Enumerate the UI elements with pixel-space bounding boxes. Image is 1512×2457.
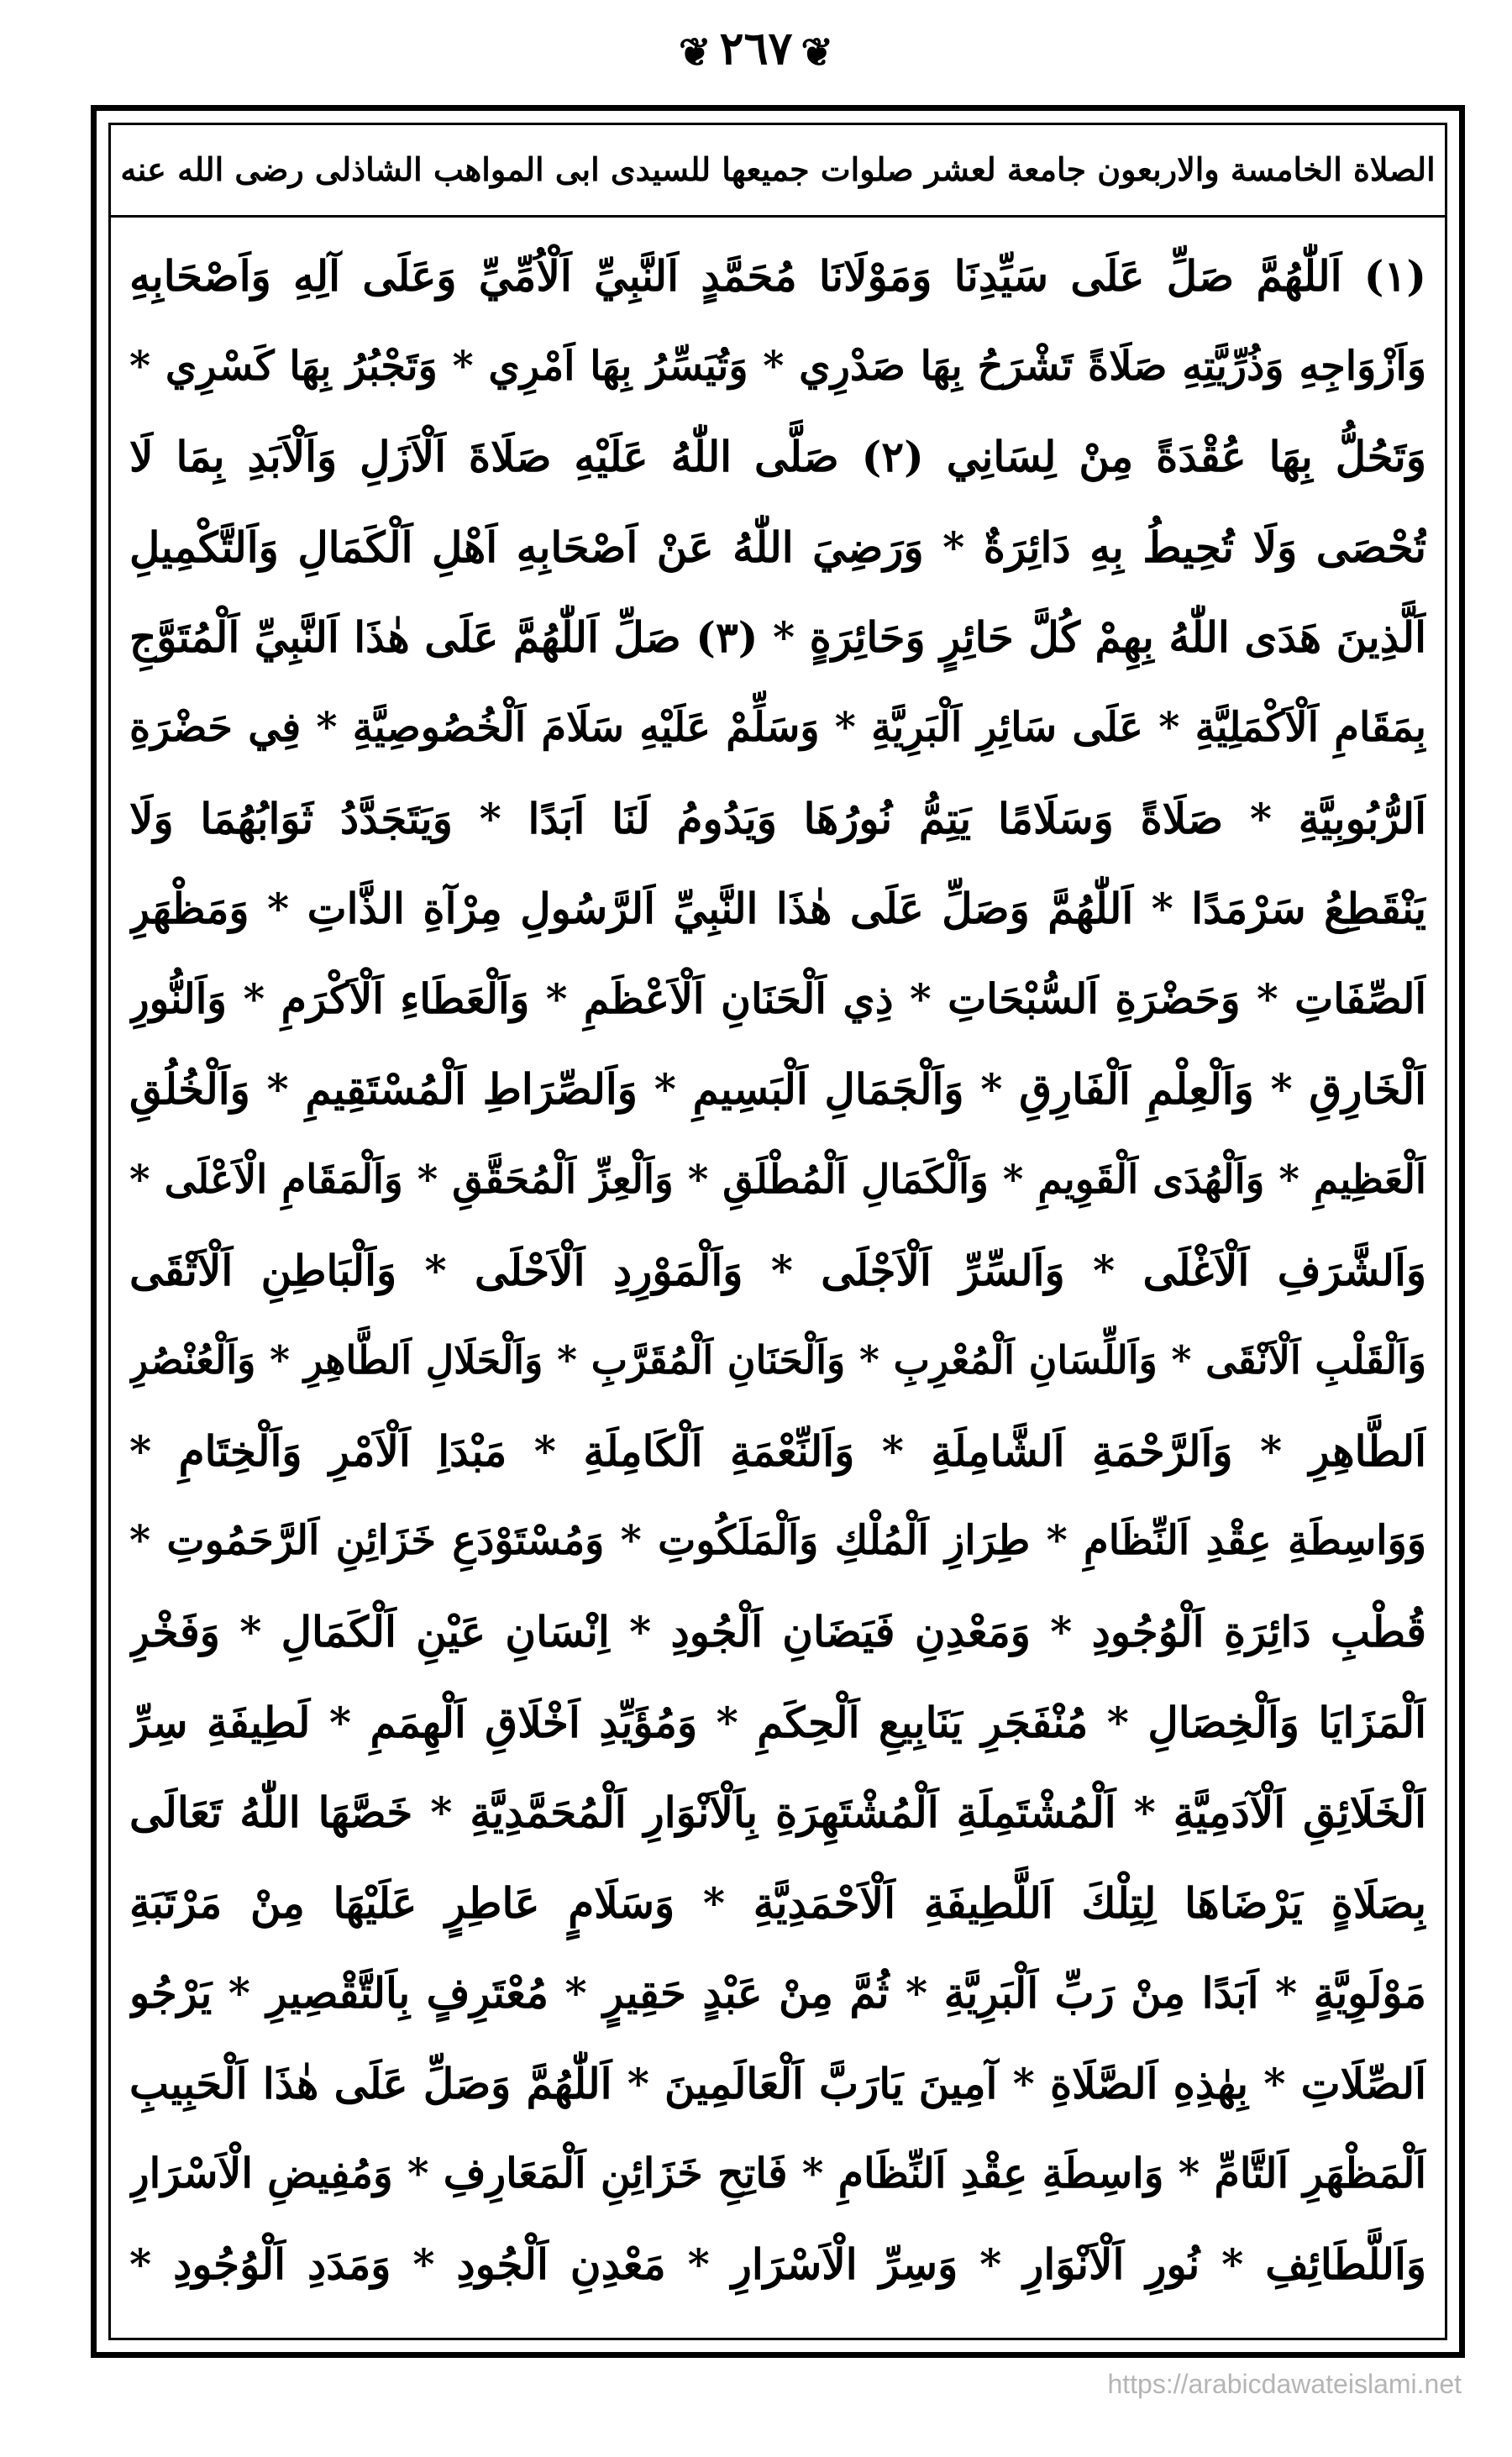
text-line: بِصَلَاةٍ يَرْضَاهَا لِتِلْكَ اَللَّطِيفَةِ اَلْاَحْمَدِيَّةِ * وَسَلَامٍ عَاطِرٍ عَلَيْهَا مِنْ مَرْتَبَةِ (129, 1877, 1426, 1928)
text-line: وَاَزْوَاجِهِ وَذُرِّيَّتِهِ صَلَاةً تَشْرَحُ بِهَا صَدْرِي * وَتُيَسِّرُ بِهَا اَمْرِي * وَتَجْبُرُ بِهَا كَسْرِي * (129, 342, 1426, 390)
text-line: وَوَاسِطَةِ عِقْدِ اَلنِّظَامِ * طِرَازِ اَلْمُلْكِ وَاَلْمَلَكُوتِ * وَمُسْتَوْدَعِ خَزَائِنِ اَلرَّحَمُوتِ * (129, 1517, 1426, 1565)
text-line: قُطْبِ دَائِرَةِ اَلْوُجُودِ * وَمَعْدِنِ فَيَضَانِ اَلْجُودِ * اِنْسَانِ عَيْنِ اَلْكَمَالِ * وَفَخْرِ (129, 1606, 1426, 1656)
page-number (0, 18, 1512, 81)
text-line: وَتَحُلُّ بِهَا عُقْدَةً مِنْ لِسَانِي (٢) صَلَّى اللّٰهُ عَلَيْهِ صَلَاةَ اَلْاَزَلِ وَاَلْاَبَدِ بِمَا لَا (129, 432, 1426, 482)
text-line: اَلصِّلَاتِ * بِهٰذِهِ اَلصَّلَاةِ * آمِينَ يَارَبَّ اَلْعَالَمِينَ * اَللّٰهُمَّ وَصَلِّ عَلَى هٰذَا اَلْحَبِيبِ (129, 2058, 1426, 2108)
text-line: مَوْلَوِيَّةٍ * اَبَدًا مِنْ رَبِّ اَلْبَرِيَّةِ * ثُمَّ مِنْ عَبْدٍ حَقِيرٍ * مُعْتَرِفٍ بِاَلتَّقْصِيرِ * يَرْجُو (129, 1968, 1426, 2019)
page-frame (91, 105, 1465, 2358)
text-line: اَلْمَزَايَا وَاَلْخِصَالِ * مُنْفَجَرِ يَنَابِيعِ اَلْحِكَمِ * وَمُؤَيِّدِ اَخْلَاقِ اَلْهِمَمِ * لَطِيفَةِ سِرِّ (129, 1697, 1426, 1747)
text-line: اَلْخَلَائِقِ اَلْآدَمِيَّةِ * اَلْمُشْتَمِلَةِ اَلْمُشْتَهِرَةِ بِاَلْاَنْوَارِ اَلْمُحَمَّدِيَّةِ * خَصَّهَا اللّٰهُ تَعَالَى (129, 1788, 1426, 1838)
text-line: يَنْقَطِعُ سَرْمَدًا * اَللّٰهُمَّ وَصَلِّ عَلَى هٰذَا النَّبِيِّ اَلرَّسُولِ مِرْآةِ الذَّاتِ * وَمَظْهَرِ (129, 884, 1426, 934)
page-frame-inner (108, 123, 1447, 2340)
text-line: اَلَّذِينَ هَدَى اللّٰهُ بِهِمْ كُلَّ حَائِرٍ وَحَائِرَةٍ * (٣) صَلِّ اَللّٰهُمَّ عَلَى هٰذَا اَلنَّبِيِّ اَلْمُتَوَّجِ (129, 612, 1426, 663)
text-line: تُحْصَى وَلَا تُحِيطُ بِهِ دَائِرَةٌ * وَرَضِيَ اللّٰهُ عَنْ اَصْحَابِهِ اَهْلِ اَلْكَمَالِ وَاَلتَّكْمِيلِ (129, 522, 1426, 572)
text-line: اَلْعَظِيمِ * وَاَلْهُدَى اَلْقَوِيمِ * وَاَلْكَمَالِ اَلْمُطْلَقِ * وَاَلْعِزِّ اَلْمُحَقَّقِ * وَاَلْمَقَامِ الْاَعْلَى * (129, 1156, 1426, 1203)
ornament-icon: ❦ (801, 29, 834, 75)
text-line: اَلْخَارِقِ * وَاَلْعِلْمِ اَلْفَارِقِ * وَاَلْجَمَالِ اَلْبَسِيمِ * وَاَلصِّرَاطِ اَلْمُسْتَقِيمِ * وَاَلْخُلُقِ (129, 1064, 1426, 1115)
page-number-text: ٢٦٧ (719, 21, 793, 75)
watermark-url: https://arabicdawateislami.net (1107, 2369, 1462, 2399)
text-line: وَاَللَّطَائِفِ * نُورِ اَلْاَنْوَارِ * وَسِرِّ الْاَسْرَارِ * مَعْدِنِ اَلْجُودِ * وَمَدَدِ اَلْوُجُودِ * (129, 2239, 1426, 2290)
text-line: وَاَلشَّرَفِ اَلْاَغْلَى * وَاَلسِّرِّ اَلْاَجْلَى * وَاَلْمَوْرِدِ اَلْاَحْلَى * وَاَلْبَاطِنِ اَلْاَتْقَى (129, 1245, 1426, 1295)
text-line: اَلصِّفَاتِ * وَحَضْرَةِ اَلسُّبْحَاتِ * ذِي اَلْحَنَانِ اَلْاَعْظَمِ * وَاَلْعَطَاءِ اَلْاَكْرَمِ * وَاَلنُّورِ (129, 974, 1426, 1023)
text-line (129, 2310, 1426, 2323)
text-line: (١) اَللّٰهُمَّ صَلِّ عَلَى سَيِّدِنَا وَمَوْلَانَا مُحَمَّدٍ اَلنَّبِيِّ اَلْاُمِّيِّ وَعَلَى آلِهِ وَاَصْحَابِهِ (129, 251, 1426, 301)
text-line: بِمَقَامِ اَلْاَكْمَلِيَّةِ * عَلَى سَائِرِ اَلْبَرِيَّةِ * وَسَلِّمْ عَلَيْهِ سَلَامَ اَلْخُصُوصِيَّةِ * فِي حَضْرَةِ (129, 703, 1426, 751)
ornament-icon: ❦ (678, 29, 711, 75)
section-heading: الصلاة الخامسة والاربعون جامعة لعشر صلوات جميعها للسيدى ابى المواهب الشاذلى رضى الله عنه (111, 125, 1445, 218)
text-line: اَلطَّاهِرِ * وَاَلرَّحْمَةِ اَلشَّامِلَةِ * وَاَلنِّعْمَةِ اَلْكَامِلَةِ * مَبْدَاِ اَلْاَمْرِ وَاَلْخِتَامِ * (129, 1425, 1426, 1476)
text-line: اَلْمَظْهَرِ اَلتَّامِّ * وَاسِطَةِ عِقْدِ اَلنِّظَامِ * فَاتِحِ خَزَائِنِ اَلْمَعَارِفِ * وَمُفِيضِ الْاَسْرَارِ (129, 2149, 1426, 2198)
text-line: وَاَلْقَلْبِ اَلْاَنْقَى * وَاَللِّسَانِ اَلْمُعْرِبِ * وَاَلْحَنَانِ اَلْمُقَرَّبِ * وَاَلْحَلَالِ اَلطَّاهِرِ * وَاَلْعُنْصُرِ (129, 1337, 1426, 1383)
text-line: اَلرُّبُوبِيَّةِ * صَلَاةً وَسَلَامًا يَتِمُّ نُورُهَا وَيَدُومُ لَنَا اَبَدًا * وَيَتَجَدَّدُ ثَوَابُهُمَا وَلَا (129, 793, 1426, 843)
prayer-body (129, 231, 1426, 2323)
